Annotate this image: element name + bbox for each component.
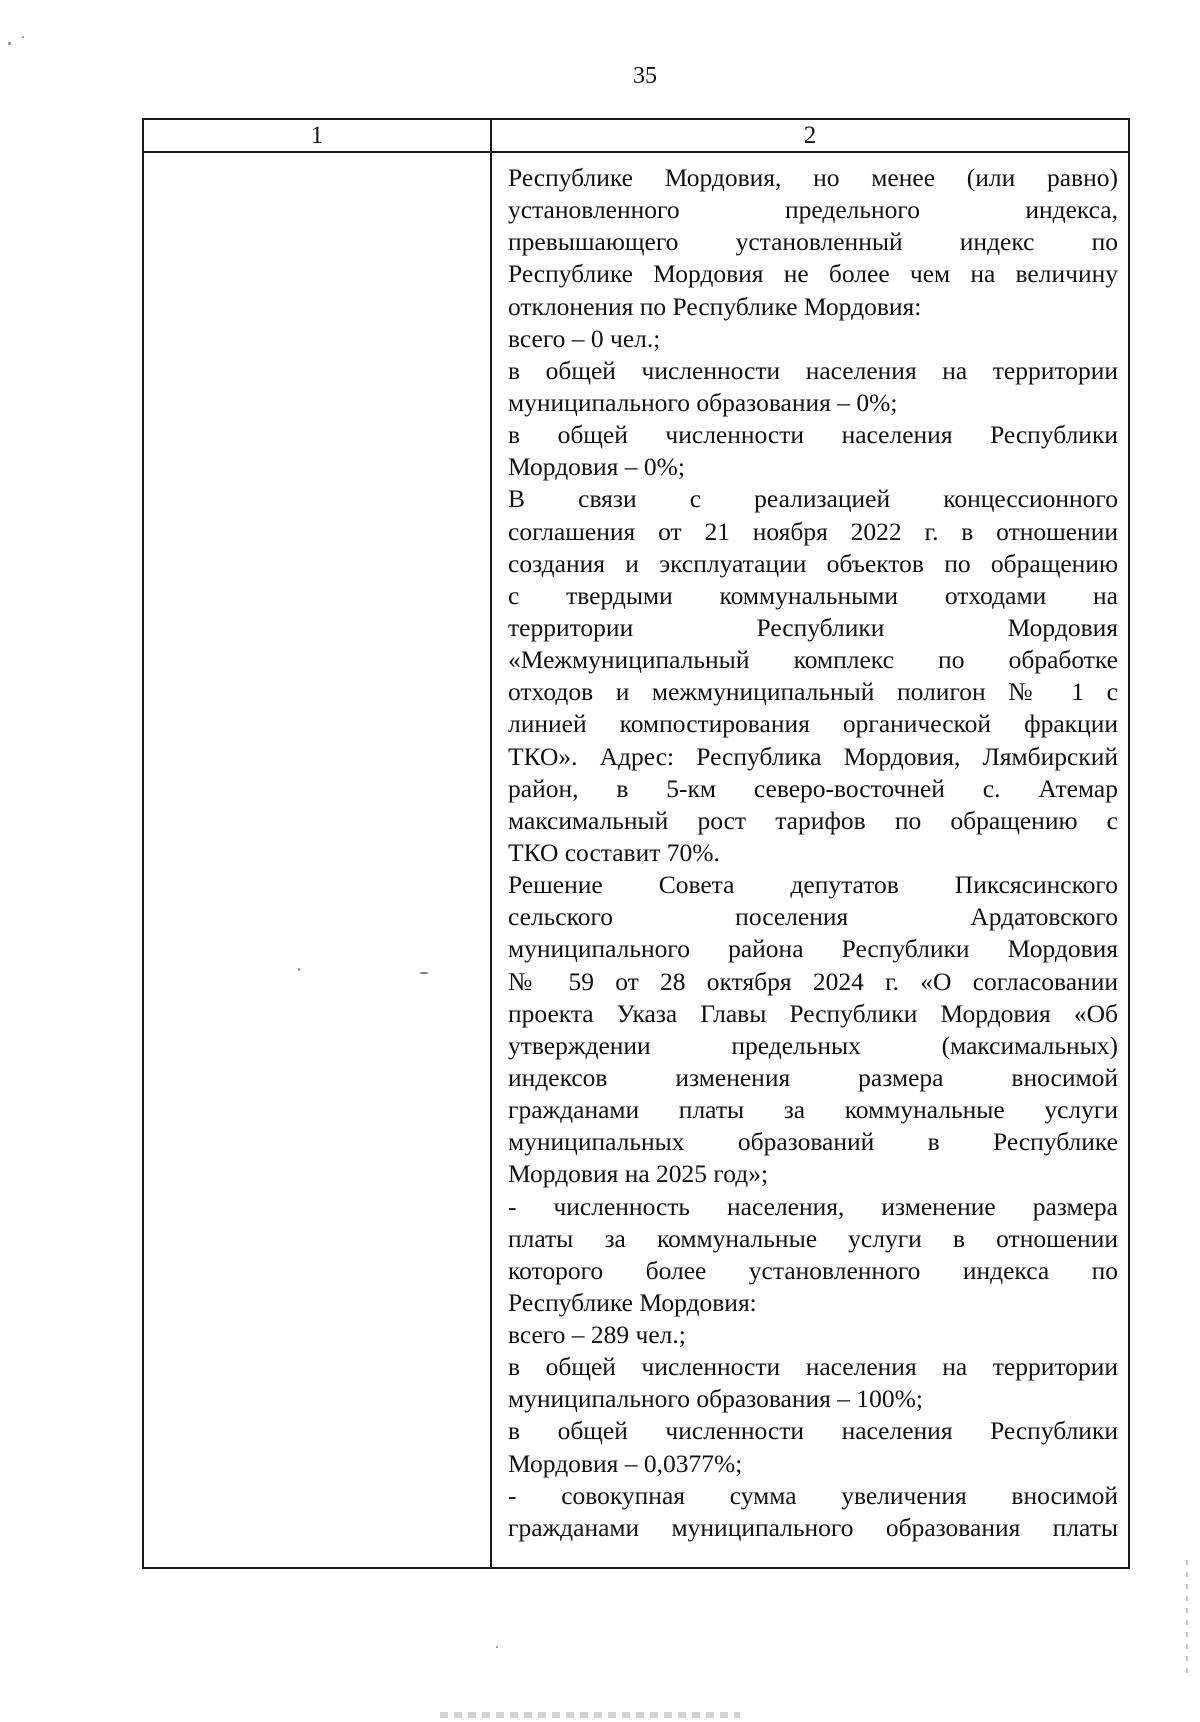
text-line: в общей численности населения Республики: [508, 1416, 1118, 1446]
text-line: В связи с реализацией концессионного: [508, 484, 1118, 514]
scan-artifact-bottom: [440, 1712, 740, 1718]
text-line: превышающего установленный индекс по: [508, 227, 1118, 257]
scan-artifact-edge: [1186, 1560, 1188, 1680]
text-line: Республике Мордовия:: [508, 1287, 757, 1317]
text-line: Мордовия – 0,0377%;: [508, 1448, 743, 1478]
text-line: платы за коммунальные услуги в отношении: [508, 1223, 1118, 1253]
text-line: отклонения по Республике Мордовия:: [508, 291, 922, 321]
text-line: которого более установленного индекса по: [508, 1255, 1118, 1285]
text-line: гражданами муниципального образования платы: [508, 1512, 1118, 1542]
text-line: проекта Указа Главы Республики Мордовия «Об: [508, 998, 1118, 1028]
column-2-header: 2: [803, 122, 817, 149]
text-line: индексов изменения размера вносимой: [508, 1062, 1118, 1092]
scan-speck: [496, 1646, 498, 1648]
text-line: всего – 289 чел.;: [508, 1320, 686, 1350]
text-line: № 59 от 28 октября 2024 г. «О согласовании: [508, 966, 1118, 996]
text-line: максимальный рост тарифов по обращению с: [508, 805, 1118, 835]
column-2-text: [508, 162, 1118, 1544]
text-line: в общей численности населения на территории: [508, 1352, 1118, 1382]
scan-speck: [420, 972, 428, 974]
text-line: линией компостирования органической фракции: [508, 709, 1118, 739]
text-line: отходов и межмуниципальный полигон № 1 с: [508, 677, 1118, 707]
text-line: создания и эксплуатации объектов по обращению: [508, 548, 1118, 578]
text-line: в общей численности населения на территории: [508, 355, 1118, 385]
page-number: 35: [633, 63, 657, 89]
text-line: соглашения от 21 ноября 2022 г. в отношении: [508, 516, 1118, 546]
text-line: - совокупная сумма увеличения вносимой: [508, 1480, 1118, 1510]
text-line: муниципальных образований в Республике: [508, 1127, 1118, 1157]
table-header-row: [144, 120, 1128, 153]
scan-speck: [22, 36, 24, 38]
text-line: Решение Совета депутатов Пиксясинского: [508, 870, 1118, 900]
text-line: Мордовия – 0%;: [508, 452, 685, 482]
text-line: с твердыми коммунальными отходами на: [508, 580, 1118, 610]
text-line: муниципального образования – 100%;: [508, 1384, 923, 1414]
text-line: Республике Мордовия не более чем на величину: [508, 259, 1118, 289]
text-line: ТКО». Адрес: Республика Мордовия, Лямбирский: [508, 741, 1118, 771]
text-line: всего – 0 чел.;: [508, 323, 661, 353]
text-line: ТКО составит 70%.: [508, 837, 720, 867]
text-line: район, в 5-км северо-восточней с. Атемар: [508, 773, 1118, 803]
text-line: - численность населения, изменение размера: [508, 1191, 1118, 1221]
text-line: Мордовия на 2025 год»;: [508, 1159, 769, 1189]
text-line: установленного предельного индекса,: [508, 195, 1118, 225]
text-line: гражданами платы за коммунальные услуги: [508, 1095, 1118, 1125]
text-line: муниципального района Республики Мордовия: [508, 934, 1118, 964]
text-line: Республике Мордовия, но менее (или равно): [508, 163, 1118, 192]
text-line: муниципального образования – 0%;: [508, 387, 898, 417]
scan-speck: [8, 42, 11, 45]
column-1-header: 1: [310, 122, 324, 149]
column-divider: [490, 120, 492, 1567]
scan-speck: [298, 968, 300, 971]
text-line: сельского поселения Ардатовского: [508, 902, 1118, 932]
text-line: «Межмуниципальный комплекс по обработке: [508, 645, 1118, 675]
text-line: в общей численности населения Республики: [508, 420, 1118, 450]
text-line: утверждении предельных (максимальных): [508, 1030, 1118, 1060]
document-table: [142, 118, 1130, 1569]
text-line: территории Республики Мордовия: [508, 612, 1118, 642]
